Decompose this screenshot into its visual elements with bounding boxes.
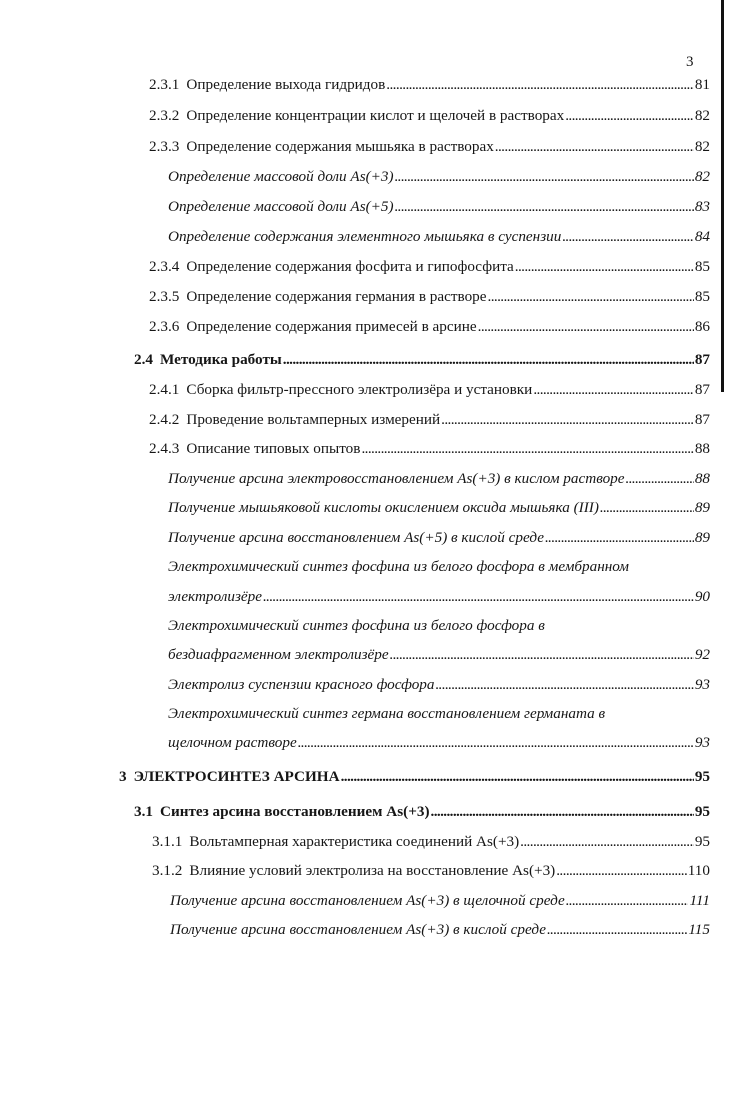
toc-entry-title: Определение содержания элементного мышьяка в суспензии — [168, 228, 562, 245]
toc-entry-page: 87 — [694, 351, 710, 368]
toc-entry-title: Влияние условий электролиза на восстановление As(+3) — [189, 862, 556, 879]
toc-entry-number: 2.3.4 — [149, 258, 180, 275]
toc-entry-page: 89 — [694, 499, 710, 516]
toc-entry[interactable] — [149, 106, 710, 126]
dot-leader — [395, 167, 694, 187]
toc-entry[interactable] — [149, 317, 710, 337]
toc-entry[interactable] — [134, 802, 710, 822]
toc-entry-page: 115 — [688, 921, 710, 938]
toc-entry[interactable] — [168, 675, 710, 695]
toc-entry-title: Вольтамперная характеристика соединений As(+3) — [189, 833, 520, 850]
toc-entry-page: 81 — [694, 76, 710, 93]
dot-leader — [495, 137, 694, 157]
toc-entry-page: 87 — [694, 381, 710, 398]
toc-entry-title: ЭЛЕКТРОСИНТЕЗ АРСИНА — [133, 768, 340, 785]
dot-leader — [562, 227, 693, 247]
dot-leader — [441, 410, 694, 430]
toc-entry-number: 3 — [119, 768, 127, 785]
toc-entry-number: 3.1.2 — [152, 862, 183, 879]
toc-entry-page: 88 — [694, 470, 710, 487]
toc-entry-page: 83 — [694, 198, 710, 215]
toc-entry-page: 95 — [694, 803, 710, 820]
dot-leader — [533, 380, 694, 400]
dot-leader — [566, 891, 689, 911]
dot-leader — [361, 439, 693, 459]
dot-leader — [545, 528, 694, 548]
toc-entry-page: 95 — [694, 833, 710, 850]
toc-entry[interactable] — [119, 767, 710, 787]
dot-leader — [547, 920, 687, 940]
dot-leader — [600, 498, 694, 518]
toc-entry-line[interactable] — [168, 557, 629, 577]
toc-entry[interactable] — [168, 227, 710, 247]
dot-leader — [298, 733, 694, 753]
toc-entry-title: Определение содержания мышьяка в растворах — [186, 138, 494, 155]
toc-entry-number: 2.4.1 — [149, 381, 180, 398]
toc-entry-page: 82 — [694, 138, 710, 155]
dot-leader — [341, 767, 694, 787]
toc-entry-title: Определение выхода гидридов — [186, 76, 386, 93]
toc-entry-number: 2.3.1 — [149, 76, 180, 93]
toc-entry-page: 82 — [694, 168, 710, 185]
toc-entry[interactable] — [134, 350, 710, 370]
toc-entry[interactable] — [168, 645, 710, 665]
toc-entry-page: 85 — [694, 258, 710, 275]
dot-leader — [386, 75, 694, 95]
scan-edge-bar — [721, 0, 724, 392]
toc-entry-page: 88 — [694, 440, 710, 457]
toc-entry-page: 84 — [694, 228, 710, 245]
toc-entry-page: 110 — [687, 862, 710, 879]
toc-entry-number: 2.4.2 — [149, 411, 180, 428]
dot-leader — [283, 350, 694, 370]
toc-entry-title: Получение мышьяковой кислоты окислением оксида мышьяка (III) — [168, 499, 599, 516]
toc-entry[interactable] — [152, 832, 710, 852]
toc-entry-title: Определение массовой доли As(+5) — [168, 198, 394, 215]
toc-entry-title: Определение содержания примесей в арсине — [186, 318, 477, 335]
toc-entry-title: Электрохимический синтез германа восстановлением германата в — [168, 705, 606, 722]
toc-entry-title: Сборка фильтр-прессного электролизёра и установки — [186, 381, 533, 398]
toc-entry[interactable] — [149, 439, 710, 459]
toc-entry-page: 90 — [694, 588, 710, 605]
toc-entry-title: электролизёре — [168, 588, 262, 605]
toc-entry-number: 3.1.1 — [152, 833, 183, 850]
toc-entry-title: Получение арсина восстановлением As(+3) в щелочной среде — [170, 892, 565, 909]
toc-entry-number: 2.3.2 — [149, 107, 180, 124]
toc-entry-title: Электрохимический синтез фосфина из белого фосфора в мембранном — [168, 558, 629, 575]
toc-entry-number: 2.3.5 — [149, 288, 180, 305]
toc-entry[interactable] — [170, 920, 710, 940]
toc-entry[interactable] — [149, 75, 710, 95]
toc-entry-title: Электрохимический синтез фосфина из белого фосфора в — [168, 617, 545, 634]
page-number: 3 — [686, 54, 694, 70]
toc-entry-title: Описание типовых опытов — [186, 440, 361, 457]
dot-leader — [431, 802, 694, 822]
dot-leader — [520, 832, 694, 852]
toc-entry-number: 2.4.3 — [149, 440, 180, 457]
toc-entry[interactable] — [149, 410, 710, 430]
toc-entry-page: 89 — [694, 529, 710, 546]
toc-entry-page: 111 — [689, 892, 710, 909]
toc-entry-title: бездиафрагменном электролизёре — [168, 646, 389, 663]
toc-entry-page: 93 — [694, 676, 710, 693]
dot-leader — [435, 675, 693, 695]
toc-entry-title: Определение массовой доли As(+3) — [168, 168, 394, 185]
toc-entry-page: 87 — [694, 411, 710, 428]
toc-entry[interactable] — [149, 287, 710, 307]
toc-entry-number: 3.1 — [134, 803, 153, 820]
toc-entry-number: 2.3.3 — [149, 138, 180, 155]
toc-entry-page: 95 — [694, 768, 710, 785]
toc-entry-page: 93 — [694, 734, 710, 751]
toc-entry-page: 92 — [694, 646, 710, 663]
dot-leader — [515, 257, 694, 277]
toc-entry-title: Методика работы — [159, 351, 282, 368]
toc-entry-title: Проведение вольтамперных измерений — [186, 411, 441, 428]
dot-leader — [395, 197, 694, 217]
dot-leader — [390, 645, 694, 665]
toc-entry[interactable] — [168, 498, 710, 518]
dot-leader — [626, 469, 694, 489]
toc-entry[interactable] — [152, 861, 710, 881]
toc-entry-title: Получение арсина восстановлением As(+5) в кислой среде — [168, 529, 544, 546]
toc-entry[interactable] — [149, 257, 710, 277]
toc-entry-title: Определение содержания фосфита и гипофосфита — [186, 258, 514, 275]
toc-entry[interactable] — [168, 528, 710, 548]
dot-leader — [565, 106, 694, 126]
toc-entry-page: 86 — [694, 318, 710, 335]
toc-entry[interactable] — [170, 891, 710, 911]
toc-entry-title: Получение арсина электровосстановлением As(+3) в кислом растворе — [168, 470, 625, 487]
toc-entry[interactable] — [168, 733, 710, 753]
toc-entry-title: Получение арсина восстановлением As(+3) в кислой среде — [170, 921, 546, 938]
toc-entry[interactable] — [168, 197, 710, 217]
toc-entry-title: Электролиз суспензии красного фосфора — [168, 676, 435, 693]
toc-entry[interactable] — [168, 587, 710, 607]
toc-entry[interactable] — [149, 380, 710, 400]
toc-entry-line[interactable] — [168, 704, 605, 724]
toc-entry-number: 2.3.6 — [149, 318, 180, 335]
toc-entry-title: Определение содержания германия в растворе — [186, 288, 487, 305]
toc-entry-page: 85 — [694, 288, 710, 305]
dot-leader — [488, 287, 694, 307]
toc-entry-page: 82 — [694, 107, 710, 124]
toc-entry-title: Определение концентрации кислот и щелочей в растворах — [186, 107, 565, 124]
toc-entry-title: Синтез арсина восстановлением As(+3) — [159, 803, 430, 820]
toc-entry[interactable] — [168, 167, 710, 187]
toc-entry[interactable] — [168, 469, 710, 489]
dot-leader — [263, 587, 694, 607]
dot-leader — [556, 861, 687, 881]
toc-entry-number: 2.4 — [134, 351, 153, 368]
toc-entry[interactable] — [149, 137, 710, 157]
toc-entry-line[interactable] — [168, 616, 545, 636]
dot-leader — [478, 317, 694, 337]
toc-entry-title: щелочном растворе — [168, 734, 297, 751]
